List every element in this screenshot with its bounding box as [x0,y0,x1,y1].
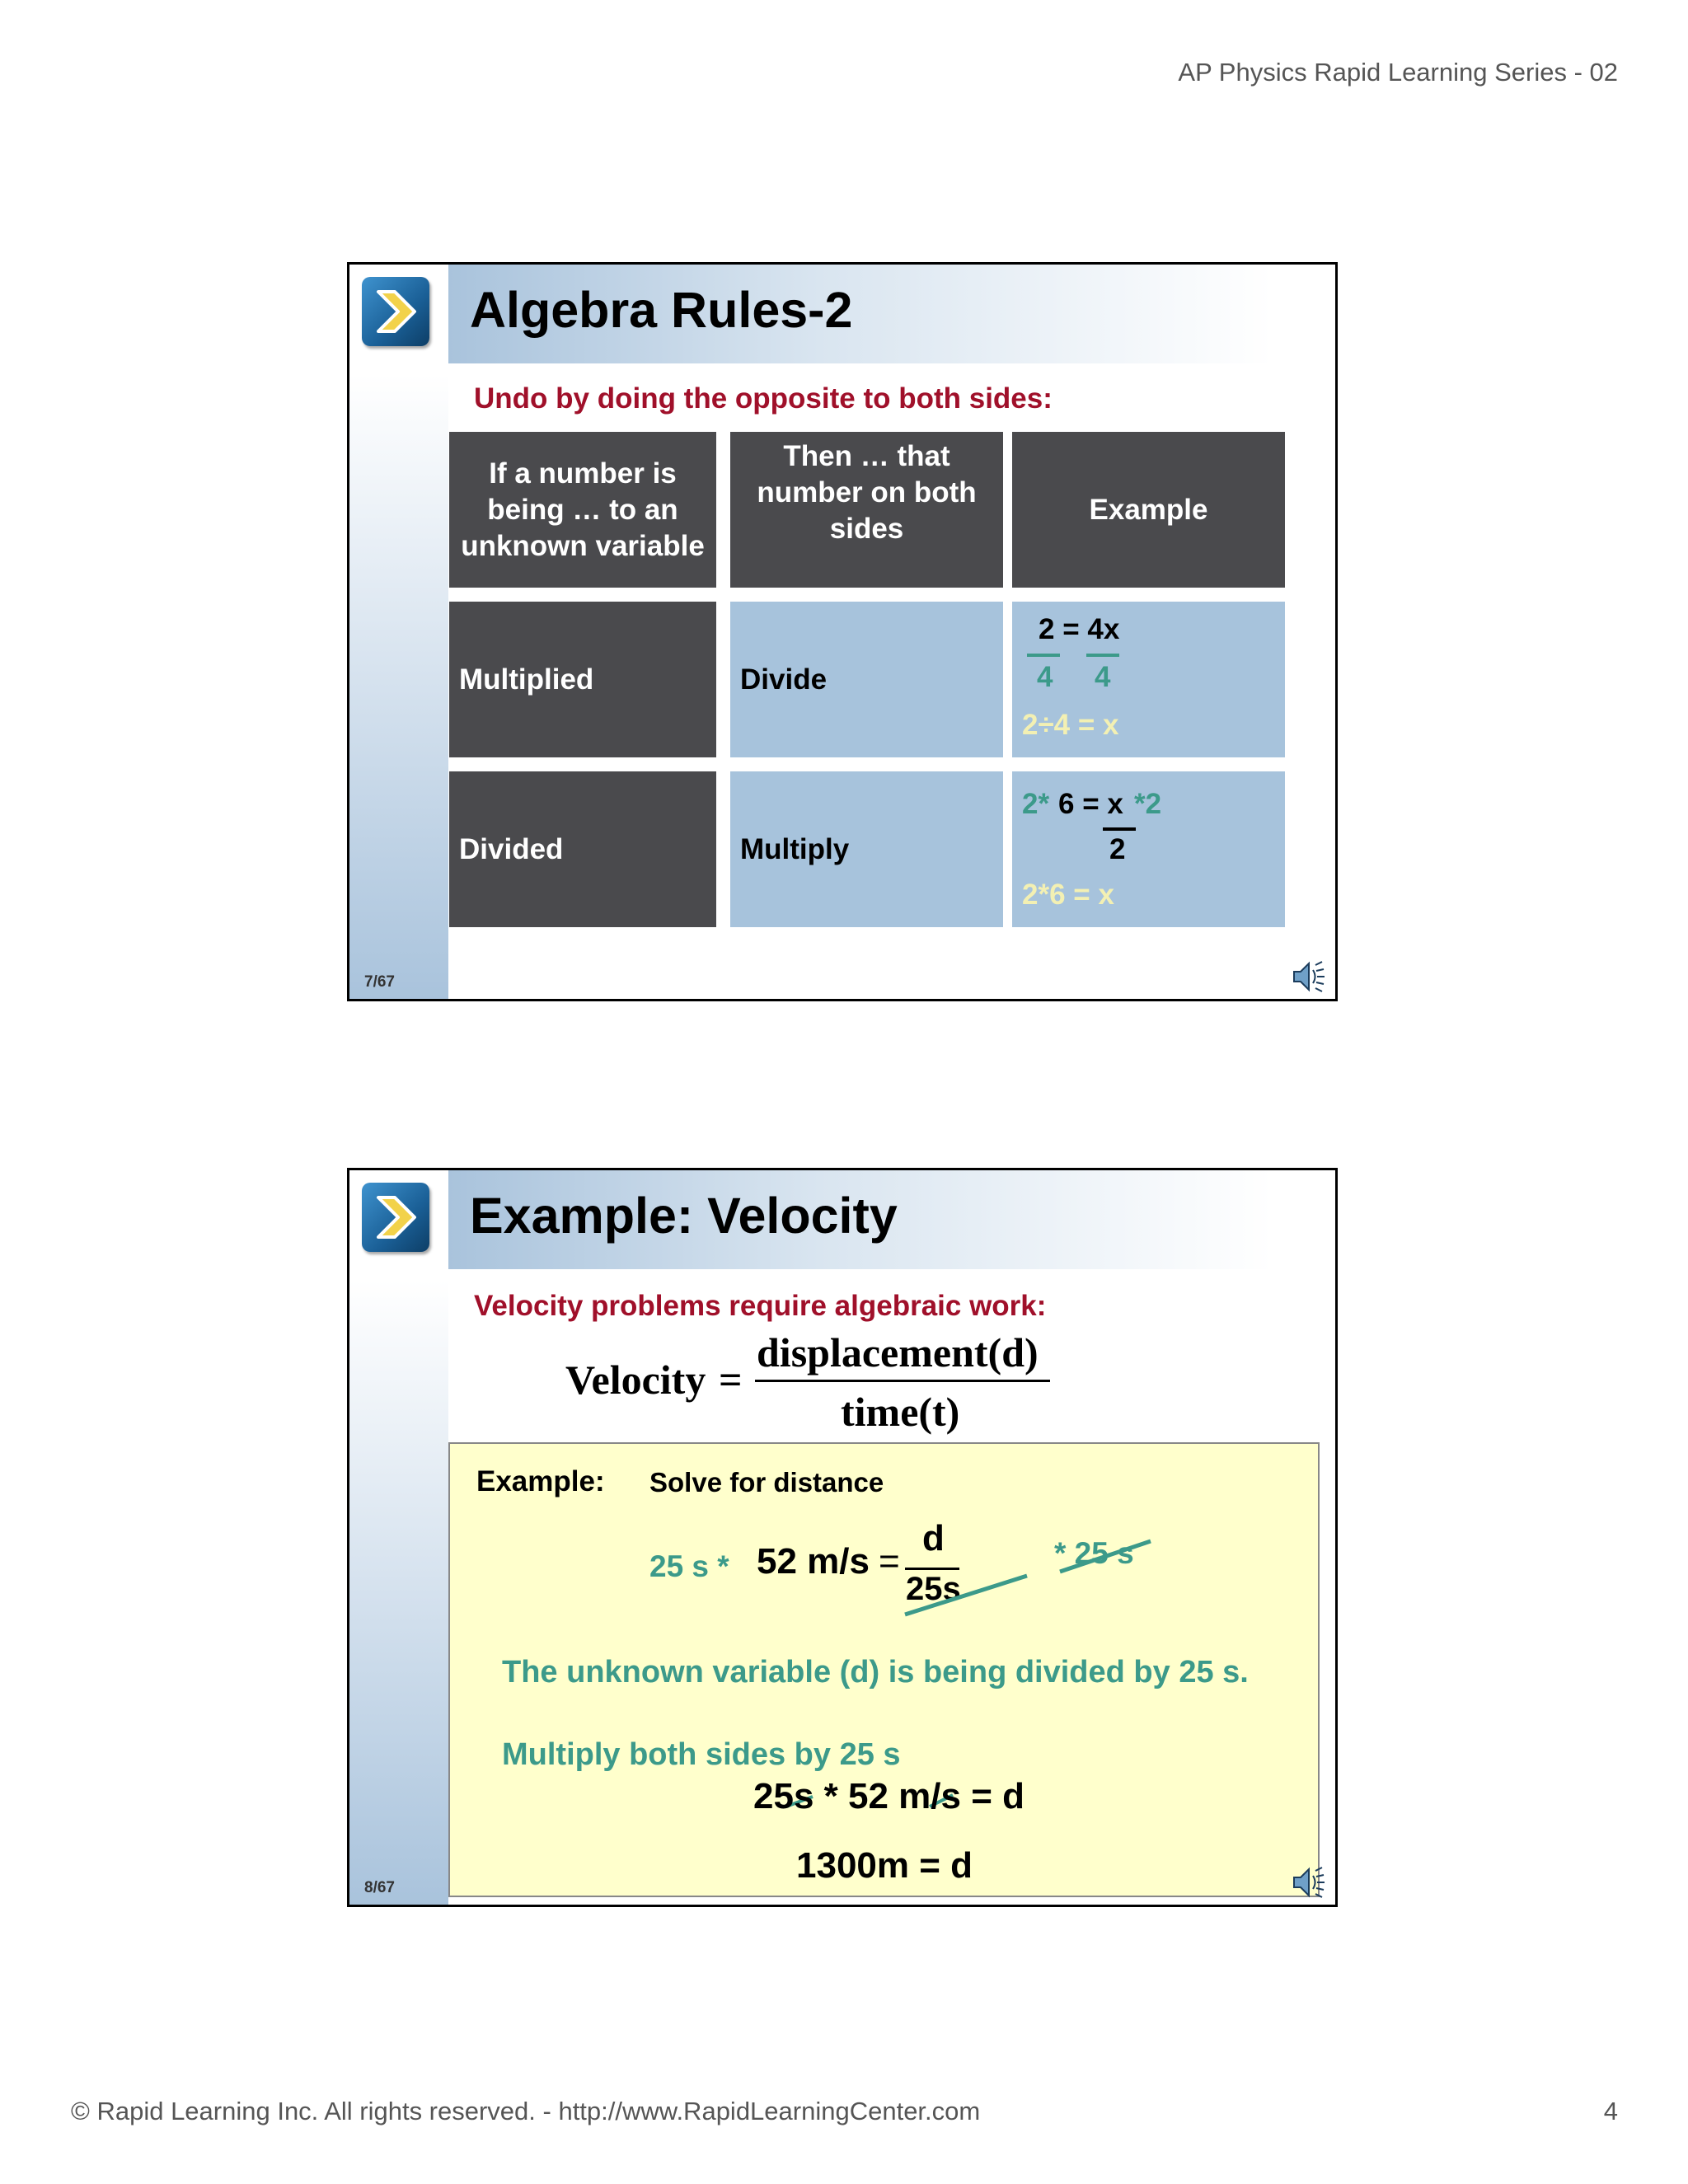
table-cell-inverse: Multiply [730,771,1003,927]
speaker-icon[interactable] [1289,1864,1325,1900]
table-cell-inverse: Divide [730,602,1003,757]
example-result: 2÷4 = x [1022,709,1119,741]
example-box [448,1442,1320,1897]
equation-equals: = [879,1541,900,1582]
chevron-logo-icon [362,277,429,346]
formula-denominator: time(t) [841,1389,960,1435]
table-cell-operation: Multiplied [449,602,716,757]
formula-lhs: Velocity [565,1357,706,1403]
instruction-text: Multiply both sides by 25 s [502,1737,901,1772]
equation-suffix: * 25 s [1054,1536,1134,1570]
table-cell-example [1012,771,1285,927]
solution-step-2: 1300m = d [796,1845,973,1886]
example-denominator: 4 [1037,661,1053,693]
table-cell-example [1012,602,1285,757]
footer-copyright: © Rapid Learning Inc. All rights reserved. - http://www.RapidLearningCenter.com [71,2097,981,2125]
series-title: AP Physics Rapid Learning Series - 02 [1178,58,1618,87]
table-header-cell: Then … that number on both sides [730,432,1003,588]
slide-algebra-rules [347,262,1338,1001]
example-prefix: 2* [1022,788,1050,820]
table-cell-operation: Divided [449,771,716,927]
slide-page-number: 8/67 [364,1879,395,1896]
slide-sidebar [349,265,448,999]
solution-step-1: 25s * 52 m/s = d [753,1776,1025,1816]
example-suffix: *2 [1134,788,1162,820]
formula-numerator: displacement(d) [757,1329,1039,1376]
equation-denominator: 25s [906,1571,961,1607]
slide-subtitle: Undo by doing the opposite to both sides: [474,382,1053,415]
example-task: Solve for distance [649,1467,884,1497]
example-equation: 2 = 4x [1039,613,1120,645]
speaker-icon[interactable] [1289,958,1325,995]
equation-numerator: d [922,1518,945,1558]
slide-title: Algebra Rules-2 [470,282,853,338]
fraction-bar [1103,827,1136,831]
chevron-logo-icon [362,1183,429,1252]
footer-page-number: 4 [1603,2097,1618,2125]
explanation-text: The unknown variable (d) is being divided by 25 s. [502,1655,1249,1690]
example-label: Example: [476,1465,605,1497]
formula-fraction-bar [755,1380,1050,1382]
slide-title: Example: Velocity [470,1188,898,1244]
example-denominator: 4 [1095,661,1111,693]
slide-subtitle: Velocity problems require algebraic work: [474,1290,1047,1322]
example-equation: 6 = x [1058,788,1123,820]
table-header-cell: If a number is being … to an unknown variable [449,432,716,588]
fraction-bar [1086,654,1119,657]
fraction-bar [1027,654,1060,657]
equation-lhs: 52 m/s [757,1541,870,1582]
formula-equals: = [719,1357,743,1403]
slide-example-velocity [347,1168,1338,1907]
example-result: 2*6 = x [1022,879,1114,911]
table-header-cell: Example [1012,432,1285,588]
example-denominator: 2 [1109,833,1126,865]
equation-prefix: 25 s * [649,1549,729,1583]
slide-page-number: 7/67 [364,973,395,991]
slide-sidebar [349,1170,448,1905]
